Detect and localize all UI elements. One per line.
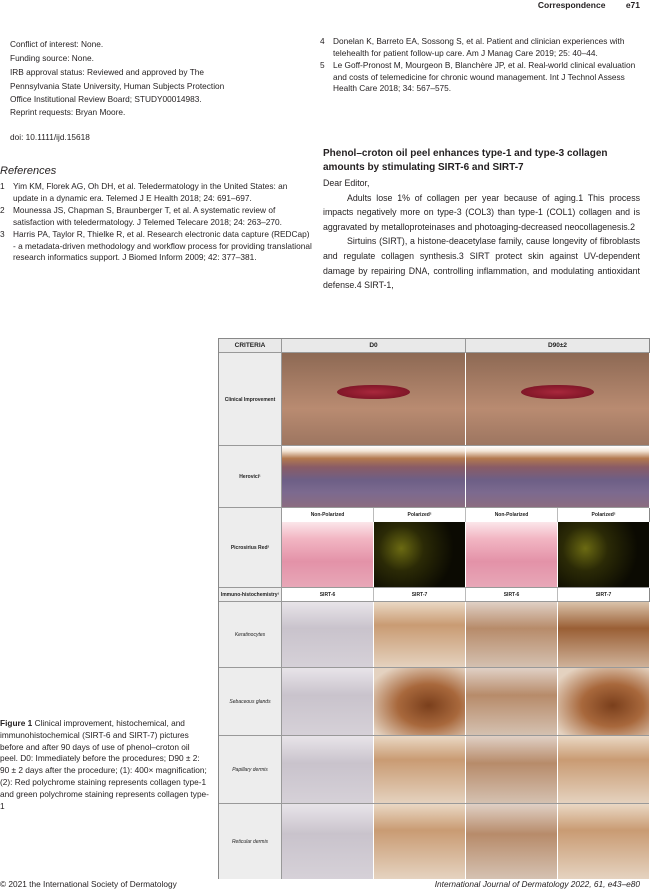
row-label: Sebaceous glands (219, 668, 282, 736)
row-keratinocytes (219, 601, 649, 668)
sub-polarized: Polarized² (374, 508, 466, 522)
note-line: Pennsylvania State University, Human Subjects Protection (10, 80, 225, 91)
row-label: Keratinocytes (219, 602, 282, 668)
ihc-image (558, 602, 650, 668)
ihc-image (558, 736, 650, 804)
article-title: Phenol–croton oil peel enhances type-1 and type-3 collagen amounts by stimulating SIRT-6 and SIRT-7 (323, 148, 608, 173)
sub-sirt7: SIRT-7 (558, 588, 649, 602)
reference-item (320, 60, 640, 95)
footer-journal: International Journal of Dermatology 2022, 61, e43–e80 (434, 879, 640, 889)
reference-text: Donelan K, Barreto EA, Sossong S, et al. Patient and clinician experiences with telehealth for patient follow-up care. Am J Manag Care 2019; 25: 40–44. (333, 36, 625, 58)
paragraph: Adults lose 1% of collagen per year because of aging.1 This process impacts negatively more on type-3 (COL3) than type-1 (COL1) collagen and is aggravated by metalloproteinases and photoaging-decreased neocollagenesis.2 (323, 192, 640, 232)
ihc-image (282, 804, 374, 879)
row-label: Immuno-histochemistry¹ (219, 588, 282, 602)
references-right (320, 36, 640, 96)
note-line: Funding source: None. (10, 53, 94, 64)
picro-p-d0 (374, 522, 466, 588)
article-notes (10, 38, 315, 143)
running-header (520, 0, 640, 10)
ihc-image (282, 668, 374, 736)
section-name: Correspondence (537, 0, 606, 10)
reference-number: 1 (0, 181, 5, 191)
sub-sirt6: SIRT-6 (466, 588, 558, 602)
caption-label: Figure 1 (0, 718, 33, 728)
sub-polarized: Polarized² (558, 508, 649, 522)
picro-np-d0 (282, 522, 374, 588)
doi: doi: 10.1111/ijd.15618 (10, 132, 90, 143)
row-ihc-header (219, 587, 649, 602)
ihc-image (558, 668, 650, 736)
ihc-image (466, 804, 558, 879)
row-papillary (219, 735, 649, 804)
ihc-image (466, 602, 558, 668)
sub-sirt6: SIRT-6 (282, 588, 374, 602)
ihc-image (466, 668, 558, 736)
reference-text: Mounessa JS, Chapman S, Braunberger T, et al. A systematic review of satisfaction with teledermatology. J Telemed Telecare 2018; 24: 263–270. (13, 205, 282, 227)
reference-number: 5 (320, 60, 325, 70)
reference-item (320, 36, 640, 59)
row-herovici (219, 445, 649, 508)
figure-1 (218, 338, 650, 879)
ihc-image (466, 736, 558, 804)
sub-nonpolarized: Non-Polarized (466, 508, 558, 522)
sub-sirt7: SIRT-7 (374, 588, 466, 602)
salutation: Dear Editor, (323, 178, 370, 188)
sub-nonpolarized: Non-Polarized (282, 508, 374, 522)
footer-copyright: © 2021 the International Society of Dermatology (0, 879, 177, 889)
reference-number: 3 (0, 229, 5, 239)
reference-number: 2 (0, 205, 5, 215)
row-label: Reticular dermis (219, 804, 282, 879)
reference-item (0, 229, 312, 264)
reference-text: Harris PA, Taylor R, Thielke R, et al. Research electronic data capture (REDCap) - a metadata-driven methodology and workflow process for providing translational research informatics support. J Biomed Inform 2009; 42: 377–381. (13, 229, 312, 262)
note-line: Conflict of interest: None. (10, 39, 104, 49)
ihc-image (374, 602, 466, 668)
picro-p-d90 (558, 522, 650, 588)
lips (337, 385, 410, 400)
row-label: Clinical Improvement (219, 353, 282, 446)
references-left (0, 165, 312, 265)
article (323, 147, 640, 293)
reference-text: Yim KM, Florek AG, Oh DH, et al. Teledermatology in the United States: an update in a dynamic era. Telemed J E Health 2018; 24: 691–697. (13, 181, 288, 203)
row-label: Picrosirius Red² (219, 508, 282, 588)
lips (521, 385, 594, 400)
ihc-image (374, 668, 466, 736)
ihc-image (282, 602, 374, 668)
references-heading: References (0, 165, 57, 177)
paragraph: Sirtuins (SIRT), a histone-deacetylase family, cause longevity of fibroblasts and regulate collagen synthesis.3 SIRT protect skin against UV-dependent damage by repairing DNA, controlling inflammation, and modulating antioxidant defense.4 SIRT-1, (323, 236, 640, 291)
reference-item (0, 205, 312, 228)
ihc-image (374, 804, 466, 879)
figure-caption (0, 718, 209, 812)
d90-header: D90±2 (466, 339, 649, 352)
reference-number: 4 (320, 36, 325, 46)
row-clinical (219, 352, 649, 446)
ihc-image (558, 804, 650, 879)
reference-text: Le Goff-Pronost M, Mourgeon B, Blanchère JP, et al. Real-world clinical evaluation and costs of telemedicine for chronic wound management. Int J Technol Assess Health Care 2018; 34: 567–575. (333, 60, 636, 93)
herovici-d90 (466, 446, 650, 508)
picro-np-d90 (466, 522, 558, 588)
clinical-photo-d0 (282, 353, 466, 446)
reference-item (0, 181, 312, 204)
ihc-image (374, 736, 466, 804)
figure-header-row (219, 339, 649, 352)
d0-header: D0 (282, 339, 466, 352)
page-number: e71 (625, 0, 640, 10)
note-line: Office Institutional Review Board; STUDY00014983. (10, 93, 202, 104)
row-sebaceous (219, 667, 649, 736)
ihc-image (282, 736, 374, 804)
row-picrosirius (219, 507, 649, 588)
row-reticular (219, 803, 649, 879)
note-line: Reprint requests: Bryan Moore. (10, 107, 126, 118)
clinical-photo-d90 (466, 353, 650, 446)
row-label: Papillary dermis (219, 736, 282, 804)
herovici-d0 (282, 446, 466, 508)
caption-text: Clinical improvement, histochemical, and immunohistochemical (SIRT-6 and SIRT-7) pictures before and after 90 days of use of phenol–croton oil peel. D0: Immediately before the procedures; D90 ± 2: 90 ± 2 days after the procedure; (1): 400× magnification; (2): Red polychrome staining represents collagen type-1 and green polychrome staining represents collagen type-1 (0, 718, 209, 811)
row-label: Herovici¹ (219, 446, 282, 508)
note-line: IRB approval status: Reviewed and approved by The (10, 67, 205, 78)
criteria-header: CRITERIA (219, 339, 282, 352)
